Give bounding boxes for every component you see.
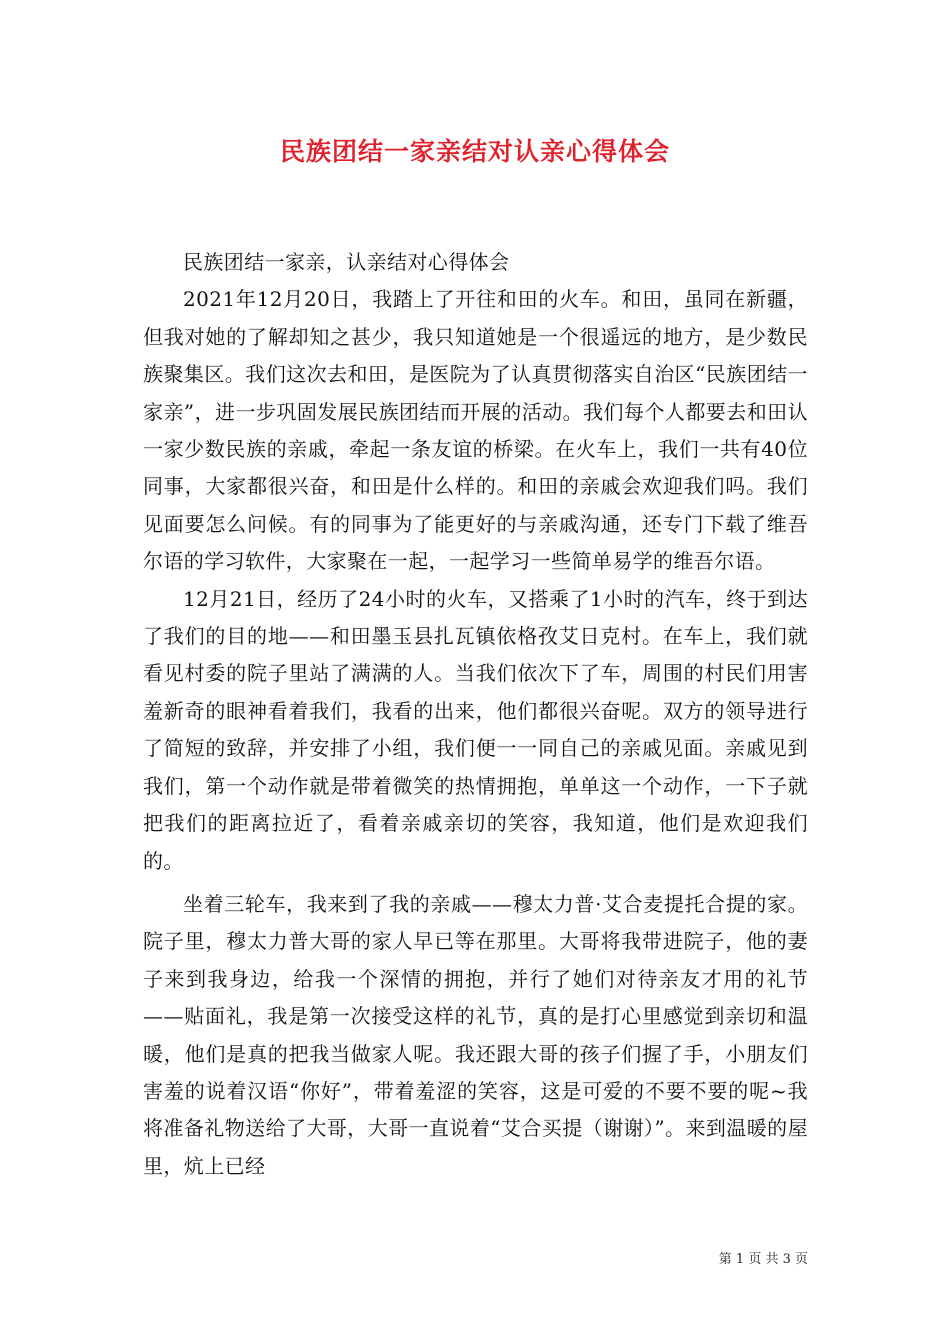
paragraph-subtitle: 民族团结一家亲，认亲结对心得体会 — [183, 250, 510, 274]
document-body — [143, 244, 808, 1185]
paragraph-relative-home: 坐着三轮车，我来到了我的亲戚——穆太力普·艾合麦提托合提的家。院子里，穆太力普大哥的家人早已等在那里。大哥将我带进院子，他的妻子来到我身边，给我一个深情的拥抱，并行了她们对待亲友才用的礼节——贴面礼，我是第一次接受这样的礼节，真的是打心里感觉到亲切和温暖，他们是真的把我当做家人呢。我还跟大哥的孩子们握了手，小朋友们害羞的说着汉语“你好”，带着羞涩的笑容，这是可爱的不要不要的呢~我将准备礼物送给了大哥，大哥一直说着“艾合买提（谢谢）”。来到温暖的屋里，炕上已经 — [143, 891, 808, 1178]
document-title: 民族团结一家亲结对认亲心得体会 — [279, 137, 670, 166]
paragraph-train-journey: 2021年12月20日，我踏上了开往和田的火车。和田，虽同在新疆，但我对她的了解却知之甚少，我只知道她是一个很遥远的地方，是少数民族聚集区。我们这次去和田，是医院为了认真贯彻落实自治区“民族团结一家亲”，进一步巩固发展民族团结而开展的活动。我们每个人都要去和田认一家少数民族的亲戚，牵起一条友谊的桥梁。在火车上，我们一共有40位同事，大家都很兴奋，和田是什么样的。和田的亲戚会欢迎我们吗。我们见面要怎么问候。有的同事为了能更好的与亲戚沟通，还专门下载了维吾尔语的学习软件，大家聚在一起，一起学习一些简单易学的维吾尔语。 — [143, 287, 808, 574]
page-number-footer: 第 1 页 共 3 页 — [718, 1252, 808, 1267]
paragraph-arrival: 12月21日，经历了24小时的火车，又搭乘了1小时的汽车，终于到达了我们的目的地——和田墨玉县扎瓦镇依格孜艾日克村。在车上，我们就看见村委的院子里站了满满的人。当我们依次下了车，周围的村民们用害羞新奇的眼神看着我们，我看的出来，他们都很兴奋呢。双方的领导进行了简短的致辞，并安排了小组，我们便一一同自己的亲戚见面。亲戚见到我们，第一个动作就是带着微笑的热情拥抱，单单这一个动作，一下子就把我们的距离拉近了，看着亲戚亲切的笑容，我知道，他们是欢迎我们的。 — [143, 586, 808, 873]
